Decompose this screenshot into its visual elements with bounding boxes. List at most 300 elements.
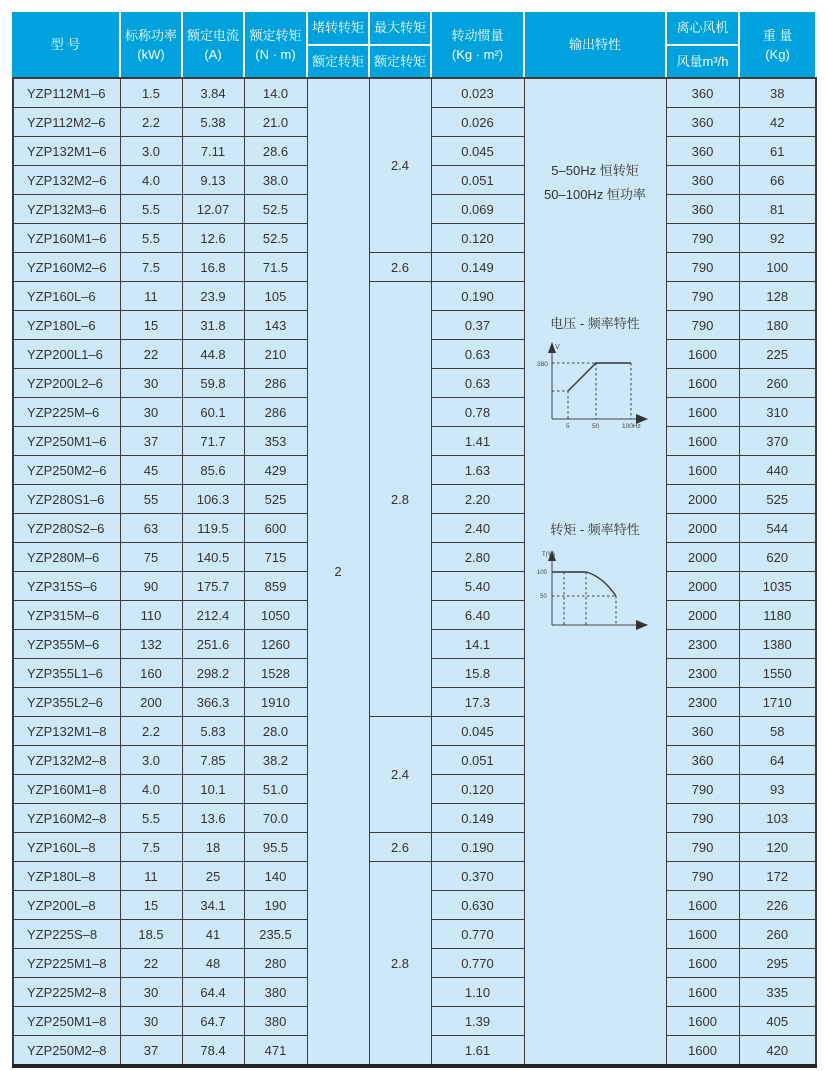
cell-inertia: 0.63: [431, 369, 524, 398]
header-rated-power-label: 标称功率: [124, 27, 177, 43]
cell-rated-current: 23.9: [182, 282, 244, 311]
spec-row: [13, 717, 816, 746]
cell-rated-torque: 286: [244, 398, 307, 427]
cell-inertia: 0.045: [431, 717, 524, 746]
cell-fan-airflow: 2300: [666, 688, 739, 717]
cell-rated-current: 31.8: [182, 311, 244, 340]
cell-fan-airflow: 360: [666, 166, 739, 195]
cell-max-torque-ratio: 2.6: [369, 253, 431, 282]
cell-rated-torque: 471: [244, 1036, 307, 1067]
cell-inertia: 6.40: [431, 601, 524, 630]
cell-fan-airflow: 360: [666, 195, 739, 224]
cell-rated-power: 2.2: [120, 108, 182, 137]
cell-rated-torque: 38.0: [244, 166, 307, 195]
cell-fan-airflow: 1600: [666, 427, 739, 456]
cell-fan-airflow: 1600: [666, 1036, 739, 1067]
cell-model: YZP160M2–8: [13, 804, 120, 833]
cell-rated-current: 16.8: [182, 253, 244, 282]
motor-spec-sheet: [12, 12, 815, 1068]
cell-rated-power: 132: [120, 630, 182, 659]
cell-model: YZP200L1–6: [13, 340, 120, 369]
cell-rated-torque: 28.0: [244, 717, 307, 746]
cell-model: YZP225S–8: [13, 920, 120, 949]
cell-fan-airflow: 2000: [666, 485, 739, 514]
cell-model: YZP160M1–8: [13, 775, 120, 804]
cell-fan-airflow: 1600: [666, 456, 739, 485]
cell-rated-power: 5.5: [120, 224, 182, 253]
cell-inertia: 0.770: [431, 949, 524, 978]
svg-text:5: 5: [566, 423, 570, 430]
output-characteristics-panel: [525, 79, 666, 1062]
cell-inertia: 0.069: [431, 195, 524, 224]
cell-model: YZP132M1–8: [13, 717, 120, 746]
cell-fan-airflow: 790: [666, 224, 739, 253]
cell-rated-torque: 190: [244, 891, 307, 920]
cell-rated-power: 7.5: [120, 253, 182, 282]
cell-weight: 103: [739, 804, 816, 833]
cell-fan-airflow: 790: [666, 862, 739, 891]
cell-rated-current: 5.38: [182, 108, 244, 137]
header-max-torque-ratio: [368, 12, 430, 77]
cell-rated-current: 25: [182, 862, 244, 891]
cell-rated-power: 1.5: [120, 78, 182, 108]
cell-model: YZP132M1–6: [13, 137, 120, 166]
cell-model: YZP280S2–6: [13, 514, 120, 543]
cell-inertia: 1.63: [431, 456, 524, 485]
cell-rated-power: 55: [120, 485, 182, 514]
cell-inertia: 15.8: [431, 659, 524, 688]
cell-inertia: 2.40: [431, 514, 524, 543]
cell-rated-power: 200: [120, 688, 182, 717]
cell-rated-torque: 429: [244, 456, 307, 485]
header-rated-current: [181, 12, 243, 77]
cell-model: YZP180L–6: [13, 311, 120, 340]
svg-text:V: V: [555, 344, 560, 351]
cell-rated-torque: 52.5: [244, 224, 307, 253]
cell-weight: 544: [739, 514, 816, 543]
cell-model: YZP160L–8: [13, 833, 120, 862]
cell-fan-airflow: 1600: [666, 340, 739, 369]
cell-rated-torque: 280: [244, 949, 307, 978]
cell-model: YZP355L2–6: [13, 688, 120, 717]
cell-rated-power: 18.5: [120, 920, 182, 949]
cell-model: YZP280S1–6: [13, 485, 120, 514]
header-locked-torque-denominator: 额定转矩: [308, 44, 368, 78]
cell-rated-torque: 105: [244, 282, 307, 311]
cell-inertia: 0.149: [431, 253, 524, 282]
cell-inertia: 5.40: [431, 572, 524, 601]
cell-weight: 405: [739, 1007, 816, 1036]
header-locked-rotor-torque-ratio: [306, 12, 368, 77]
cell-model: YZP315S–6: [13, 572, 120, 601]
cell-weight: 1550: [739, 659, 816, 688]
cell-rated-power: 30: [120, 1007, 182, 1036]
cell-weight: 128: [739, 282, 816, 311]
cell-inertia: 0.023: [431, 78, 524, 108]
cell-rated-torque: 525: [244, 485, 307, 514]
cell-rated-torque: 600: [244, 514, 307, 543]
cell-model: YZP200L2–6: [13, 369, 120, 398]
cell-rated-current: 78.4: [182, 1036, 244, 1067]
cell-fan-airflow: 790: [666, 833, 739, 862]
cell-max-torque-ratio: 2.8: [369, 862, 431, 1067]
header-centrifugal-fan: [665, 12, 738, 77]
cell-model: YZP315M–6: [13, 601, 120, 630]
cell-rated-torque: 353: [244, 427, 307, 456]
cell-inertia: 17.3: [431, 688, 524, 717]
cell-model: YZP225M1–8: [13, 949, 120, 978]
cell-weight: 295: [739, 949, 816, 978]
cell-rated-torque: 21.0: [244, 108, 307, 137]
cell-inertia: 0.190: [431, 282, 524, 311]
cell-weight: 58: [739, 717, 816, 746]
cell-rated-current: 119.5: [182, 514, 244, 543]
cell-rated-torque: 380: [244, 1007, 307, 1036]
spec-row: [13, 862, 816, 891]
spec-row: [13, 253, 816, 282]
cell-weight: 260: [739, 369, 816, 398]
cell-weight: 61: [739, 137, 816, 166]
voltage-frequency-chart: [525, 339, 666, 436]
motor-spec-table: [12, 77, 817, 1068]
cell-rated-power: 63: [120, 514, 182, 543]
cell-rated-power: 45: [120, 456, 182, 485]
cell-rated-torque: 140: [244, 862, 307, 891]
cell-inertia: 0.045: [431, 137, 524, 166]
cell-rated-current: 71.7: [182, 427, 244, 456]
cell-fan-airflow: 1600: [666, 891, 739, 920]
voltage-frequency-title: 电压 - 频率特性: [550, 316, 640, 331]
cell-rated-current: 59.8: [182, 369, 244, 398]
cell-max-torque-ratio: 2.6: [369, 833, 431, 862]
header-max-torque-numerator: 最大转矩: [373, 20, 426, 36]
cell-rated-current: 251.6: [182, 630, 244, 659]
cell-inertia: 0.37: [431, 311, 524, 340]
cell-inertia: 0.149: [431, 804, 524, 833]
cell-max-torque-ratio: 2.4: [369, 717, 431, 833]
svg-text:380: 380: [537, 361, 548, 368]
cell-fan-airflow: 360: [666, 78, 739, 108]
header-model: [12, 12, 119, 77]
cell-model: YZP250M1–6: [13, 427, 120, 456]
cell-rated-torque: 1910: [244, 688, 307, 717]
cell-model: YZP132M3–6: [13, 195, 120, 224]
cell-rated-power: 5.5: [120, 804, 182, 833]
cell-rated-torque: 70.0: [244, 804, 307, 833]
header-locked-torque-numerator: 堵转转矩: [311, 20, 364, 36]
header-rated-current-unit: (A): [204, 46, 222, 62]
cell-model: YZP132M2–8: [13, 746, 120, 775]
cell-rated-power: 15: [120, 891, 182, 920]
cell-rated-power: 90: [120, 572, 182, 601]
cell-rated-current: 10.1: [182, 775, 244, 804]
cell-model: YZP355M–6: [13, 630, 120, 659]
cell-weight: 1035: [739, 572, 816, 601]
cell-rated-current: 18: [182, 833, 244, 862]
cell-max-torque-ratio: 2.4: [369, 78, 431, 253]
cell-model: YZP225M2–8: [13, 978, 120, 1007]
cell-rated-current: 12.6: [182, 224, 244, 253]
cell-fan-airflow: 360: [666, 717, 739, 746]
header-rated-torque-unit: (N · m): [255, 46, 296, 62]
cell-inertia: 1.41: [431, 427, 524, 456]
cell-rated-torque: 715: [244, 543, 307, 572]
cell-rated-torque: 859: [244, 572, 307, 601]
cell-rated-current: 85.6: [182, 456, 244, 485]
cell-rated-torque: 95.5: [244, 833, 307, 862]
cell-rated-current: 212.4: [182, 601, 244, 630]
svg-text:100: 100: [537, 570, 548, 576]
cell-inertia: 0.63: [431, 340, 524, 369]
cell-fan-airflow: 790: [666, 804, 739, 833]
cell-fan-airflow: 1600: [666, 1007, 739, 1036]
cell-rated-power: 11: [120, 282, 182, 311]
table-header: [12, 12, 815, 77]
cell-rated-current: 13.6: [182, 804, 244, 833]
cell-rated-power: 4.0: [120, 166, 182, 195]
cell-inertia: 0.026: [431, 108, 524, 137]
cell-weight: 1180: [739, 601, 816, 630]
cell-rated-power: 5.5: [120, 195, 182, 224]
cell-rated-power: 30: [120, 978, 182, 1007]
cell-model: YZP160M2–6: [13, 253, 120, 282]
cell-rated-current: 9.13: [182, 166, 244, 195]
cell-weight: 92: [739, 224, 816, 253]
header-inertia-label: 转动惯量: [451, 27, 504, 43]
cell-rated-power: 37: [120, 1036, 182, 1067]
cell-rated-current: 34.1: [182, 891, 244, 920]
header-model-label: 型 号: [50, 37, 81, 52]
cell-inertia: 0.630: [431, 891, 524, 920]
cell-fan-airflow: 2300: [666, 659, 739, 688]
header-rated-power: [119, 12, 181, 77]
cell-inertia: 0.190: [431, 833, 524, 862]
header-inertia-unit: (Kg · m²): [451, 46, 504, 62]
cell-fan-airflow: 2000: [666, 514, 739, 543]
cell-weight: 38: [739, 78, 816, 108]
cell-weight: 93: [739, 775, 816, 804]
header-max-torque-denominator: 额定转矩: [370, 44, 430, 78]
cell-inertia: 2.20: [431, 485, 524, 514]
cell-fan-airflow: 1600: [666, 369, 739, 398]
cell-rated-torque: 14.0: [244, 78, 307, 108]
cell-weight: 64: [739, 746, 816, 775]
cell-rated-power: 30: [120, 398, 182, 427]
cell-rated-torque: 51.0: [244, 775, 307, 804]
output-note-line1: 5–50Hz 恒转矩: [551, 163, 639, 178]
cell-model: YZP280M–6: [13, 543, 120, 572]
cell-weight: 172: [739, 862, 816, 891]
torque-frequency-chart: [525, 545, 666, 640]
cell-inertia: 0.370: [431, 862, 524, 891]
cell-rated-torque: 1050: [244, 601, 307, 630]
header-weight-unit: (Kg): [765, 46, 790, 62]
cell-rated-torque: 143: [244, 311, 307, 340]
cell-rated-power: 160: [120, 659, 182, 688]
cell-fan-airflow: 2000: [666, 543, 739, 572]
cell-rated-current: 7.85: [182, 746, 244, 775]
cell-inertia: 0.120: [431, 224, 524, 253]
cell-rated-torque: 286: [244, 369, 307, 398]
cell-weight: 370: [739, 427, 816, 456]
cell-weight: 120: [739, 833, 816, 862]
cell-model: YZP225M–6: [13, 398, 120, 427]
cell-weight: 525: [739, 485, 816, 514]
cell-fan-airflow: 1600: [666, 978, 739, 1007]
svg-text:50: 50: [540, 594, 547, 600]
header-rated-power-unit: (kW): [137, 46, 165, 62]
cell-weight: 180: [739, 311, 816, 340]
cell-weight: 1710: [739, 688, 816, 717]
header-inertia: [430, 12, 523, 77]
cell-weight: 335: [739, 978, 816, 1007]
cell-rated-current: 5.83: [182, 717, 244, 746]
cell-rated-torque: 210: [244, 340, 307, 369]
header-weight-label: 重 量: [762, 27, 793, 43]
cell-model: YZP112M1–6: [13, 78, 120, 108]
header-output-characteristics: [523, 12, 665, 77]
cell-fan-airflow: 2000: [666, 572, 739, 601]
cell-inertia: 14.1: [431, 630, 524, 659]
header-rated-torque-label: 额定转矩: [249, 27, 302, 43]
svg-text:T(%): T(%): [542, 552, 555, 558]
cell-model: YZP200L–8: [13, 891, 120, 920]
header-rated-current-label: 额定电流: [186, 27, 239, 43]
cell-max-torque-ratio: 2.8: [369, 282, 431, 717]
cell-inertia: 1.39: [431, 1007, 524, 1036]
spec-row: [13, 833, 816, 862]
header-fan-label: 离心风机: [676, 20, 729, 36]
cell-model: YZP250M2–8: [13, 1036, 120, 1067]
output-note-line2: 50–100Hz 恒功率: [544, 187, 646, 202]
cell-inertia: 1.61: [431, 1036, 524, 1067]
cell-rated-power: 30: [120, 369, 182, 398]
cell-weight: 260: [739, 920, 816, 949]
cell-rated-current: 140.5: [182, 543, 244, 572]
cell-rated-torque: 380: [244, 978, 307, 1007]
cell-rated-current: 44.8: [182, 340, 244, 369]
cell-rated-current: 298.2: [182, 659, 244, 688]
cell-fan-airflow: 790: [666, 775, 739, 804]
cell-rated-current: 3.84: [182, 78, 244, 108]
cell-fan-airflow: 1600: [666, 949, 739, 978]
cell-rated-power: 7.5: [120, 833, 182, 862]
cell-rated-current: 48: [182, 949, 244, 978]
cell-rated-current: 64.7: [182, 1007, 244, 1036]
cell-rated-power: 75: [120, 543, 182, 572]
cell-fan-airflow: 2300: [666, 630, 739, 659]
spec-row: [13, 282, 816, 311]
cell-fan-airflow: 790: [666, 311, 739, 340]
cell-rated-current: 366.3: [182, 688, 244, 717]
spec-row: [13, 78, 816, 108]
cell-fan-airflow: 360: [666, 137, 739, 166]
cell-rated-power: 15: [120, 311, 182, 340]
cell-model: YZP160L–6: [13, 282, 120, 311]
cell-rated-torque: 1260: [244, 630, 307, 659]
cell-rated-current: 60.1: [182, 398, 244, 427]
cell-model: YZP250M2–6: [13, 456, 120, 485]
header-weight: [738, 12, 815, 77]
svg-text:100Hz: 100Hz: [622, 423, 641, 430]
header-output-label: 输出特性: [568, 37, 621, 52]
cell-weight: 620: [739, 543, 816, 572]
cell-rated-power: 3.0: [120, 137, 182, 166]
cell-fan-airflow: 360: [666, 108, 739, 137]
cell-weight: 440: [739, 456, 816, 485]
cell-rated-torque: 71.5: [244, 253, 307, 282]
cell-weight: 66: [739, 166, 816, 195]
tf-curve-icon: [534, 545, 656, 637]
cell-rated-power: 37: [120, 427, 182, 456]
cell-model: YZP355L1–6: [13, 659, 120, 688]
cell-rated-current: 7.11: [182, 137, 244, 166]
cell-rated-power: 2.2: [120, 717, 182, 746]
cell-rated-current: 41: [182, 920, 244, 949]
header-fan-airflow-unit: 风量m³/h: [667, 44, 738, 78]
cell-inertia: 1.10: [431, 978, 524, 1007]
cell-rated-current: 12.07: [182, 195, 244, 224]
cell-model: YZP250M1–8: [13, 1007, 120, 1036]
cell-rated-power: 110: [120, 601, 182, 630]
cell-rated-power: 4.0: [120, 775, 182, 804]
cell-fan-airflow: 1600: [666, 398, 739, 427]
cell-model: YZP160M1–6: [13, 224, 120, 253]
cell-output-characteristics: [524, 78, 666, 1066]
cell-inertia: 0.051: [431, 746, 524, 775]
vf-curve-icon: [534, 339, 656, 433]
cell-locked-rotor-ratio: 2: [307, 78, 369, 1066]
cell-model: YZP132M2–6: [13, 166, 120, 195]
cell-rated-power: 22: [120, 340, 182, 369]
cell-rated-power: 22: [120, 949, 182, 978]
cell-rated-torque: 38.2: [244, 746, 307, 775]
cell-rated-torque: 28.6: [244, 137, 307, 166]
cell-weight: 42: [739, 108, 816, 137]
cell-weight: 100: [739, 253, 816, 282]
cell-model: YZP180L–8: [13, 862, 120, 891]
cell-inertia: 0.120: [431, 775, 524, 804]
cell-fan-airflow: 790: [666, 253, 739, 282]
cell-model: YZP112M2–6: [13, 108, 120, 137]
cell-inertia: 0.770: [431, 920, 524, 949]
cell-rated-power: 11: [120, 862, 182, 891]
cell-rated-torque: 52.5: [244, 195, 307, 224]
cell-weight: 310: [739, 398, 816, 427]
torque-frequency-title: 转矩 - 频率特性: [550, 522, 640, 537]
cell-inertia: 0.051: [431, 166, 524, 195]
cell-rated-current: 106.3: [182, 485, 244, 514]
cell-inertia: 2.80: [431, 543, 524, 572]
output-note: [525, 159, 666, 207]
cell-rated-current: 175.7: [182, 572, 244, 601]
svg-text:50: 50: [592, 423, 600, 430]
header-rated-torque: [243, 12, 306, 77]
cell-rated-torque: 1528: [244, 659, 307, 688]
cell-weight: 420: [739, 1036, 816, 1067]
cell-weight: 1380: [739, 630, 816, 659]
cell-inertia: 0.78: [431, 398, 524, 427]
cell-weight: 225: [739, 340, 816, 369]
cell-rated-power: 3.0: [120, 746, 182, 775]
cell-rated-current: 64.4: [182, 978, 244, 1007]
cell-weight: 81: [739, 195, 816, 224]
cell-weight: 226: [739, 891, 816, 920]
cell-fan-airflow: 790: [666, 282, 739, 311]
cell-fan-airflow: 1600: [666, 920, 739, 949]
cell-fan-airflow: 2000: [666, 601, 739, 630]
cell-rated-torque: 235.5: [244, 920, 307, 949]
